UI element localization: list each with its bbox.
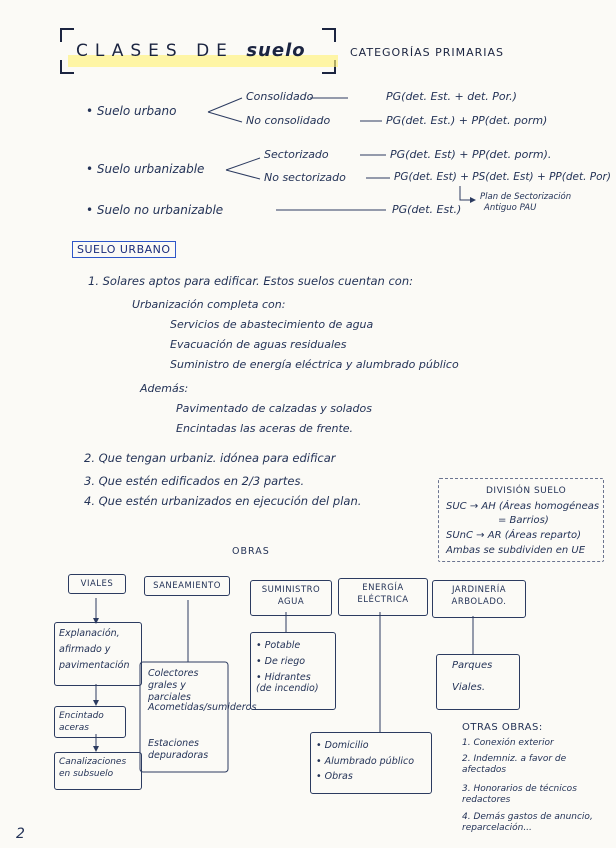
saneamiento-acometidas: Acometidas/sumideros bbox=[148, 702, 257, 713]
plan-urbano-no-consolidado: PG(det. Est.) + PP(det. porm) bbox=[386, 114, 548, 127]
division-line3: SUnC → AR (Áreas reparto) bbox=[446, 530, 582, 541]
division-line4: Ambas se subdividen en UE bbox=[446, 545, 586, 556]
title-emphasis: suelo bbox=[246, 40, 306, 61]
section-title: SUELO URBANO bbox=[72, 241, 176, 258]
page-number: 2 bbox=[16, 826, 25, 842]
otras-title: OTRAS OBRAS: bbox=[462, 722, 543, 733]
category-energia: ENERGÍA ELÉCTRICA bbox=[338, 578, 428, 616]
energia-domicilio: • Domicilio bbox=[316, 740, 369, 751]
req-ademas: Además: bbox=[140, 382, 189, 395]
sub-no-consolidado: No consolidado bbox=[246, 114, 331, 127]
sub-consolidado: Consolidado bbox=[246, 90, 314, 103]
agua-riego: • De riego bbox=[256, 656, 306, 667]
req-service-drain: Evacuación de aguas residuales bbox=[170, 338, 347, 351]
plan-note-line1: Plan de Sectorización bbox=[480, 192, 572, 202]
otras-item3: 3. Honorarios de técnicos redactores bbox=[462, 784, 577, 805]
req-item1: 1. Solares aptos para edificar. Estos suelos cuentan con: bbox=[88, 274, 414, 288]
req-urbanizacion: Urbanización completa con: bbox=[132, 298, 286, 311]
category-jardineria: JARDINERÍA ARBOLADO. bbox=[432, 580, 526, 618]
req-service-power: Suministro de energía eléctrica y alumbrado público bbox=[170, 358, 459, 371]
jardineria-parques: Parques bbox=[452, 660, 493, 671]
saneamiento-colectores: Colectores grales y parciales bbox=[148, 668, 199, 703]
agua-potable: • Potable bbox=[256, 640, 301, 651]
energia-obras: • Obras bbox=[316, 771, 353, 782]
req-item2: 2. Que tengan urbaniz. idónea para edificar bbox=[84, 451, 336, 465]
category-suministro-agua: SUMINISTRO AGUA bbox=[250, 580, 332, 616]
obras-title: OBRAS bbox=[232, 546, 270, 557]
jardineria-viales: Viales. bbox=[452, 682, 486, 693]
energia-alumbrado: • Alumbrado público bbox=[316, 756, 415, 767]
category-viales: VIALES bbox=[68, 574, 126, 594]
categorias-heading: CATEGORÍAS PRIMARIAS bbox=[350, 46, 505, 59]
viales-canalizaciones: Canalizaciones en subsuelo bbox=[54, 752, 142, 790]
plan-no-urbanizable: PG(det. Est.) bbox=[392, 203, 462, 216]
sub-no-sectorizado: No sectorizado bbox=[264, 171, 346, 184]
req-extra-curbs: Encintadas las aceras de frente. bbox=[176, 422, 354, 435]
agua-hidrantes: • Hidrantes (de incendio) bbox=[256, 672, 319, 694]
division-line2: = Barrios) bbox=[498, 515, 549, 526]
plan-urbanizable-sectorizado: PG(det. Est) + PP(det. porm). bbox=[390, 148, 552, 161]
category-saneamiento: SANEAMIENTO bbox=[144, 576, 230, 596]
plan-urbanizable-no-sectorizado: PG(det. Est) + PS(det. Est) + PP(det. Por) bbox=[394, 171, 611, 183]
req-service-water: Servicios de abastecimiento de agua bbox=[170, 318, 374, 331]
sub-sectorizado: Sectorizado bbox=[264, 148, 329, 161]
req-extra-paving: Pavimentado de calzadas y solados bbox=[176, 402, 372, 415]
req-item3: 3. Que estén edificados en 2/3 partes. bbox=[84, 474, 305, 488]
otras-item1: 1. Conexión exterior bbox=[462, 738, 554, 748]
saneamiento-estaciones: Estaciones depuradoras bbox=[148, 738, 209, 761]
title-text: CLASES DE bbox=[76, 41, 234, 61]
otras-item2: 2. Indemniz. a favor de afectados bbox=[462, 754, 567, 775]
plan-urbano-consolidado: PG(det. Est. + det. Por.) bbox=[386, 90, 517, 103]
class-urbanizable: • Suelo urbanizable bbox=[86, 162, 205, 176]
plan-note-line2: Antiguo PAU bbox=[484, 203, 537, 213]
division-title: DIVISIÓN SUELO bbox=[486, 486, 567, 496]
otras-item4: 4. Demás gastos de anuncio, reparcelación... bbox=[462, 812, 593, 833]
viales-explanacion: Explanación, afirmado y pavimentación bbox=[54, 622, 142, 686]
class-urbano: • Suelo urbano bbox=[86, 104, 177, 118]
division-line1: SUC → AH (Áreas homogéneas bbox=[446, 501, 600, 512]
req-item4: 4. Que estén urbanizados en ejecución del plan. bbox=[84, 494, 362, 508]
class-no-urbanizable: • Suelo no urbanizable bbox=[86, 203, 224, 217]
viales-encintado: Encintado aceras bbox=[54, 706, 126, 738]
